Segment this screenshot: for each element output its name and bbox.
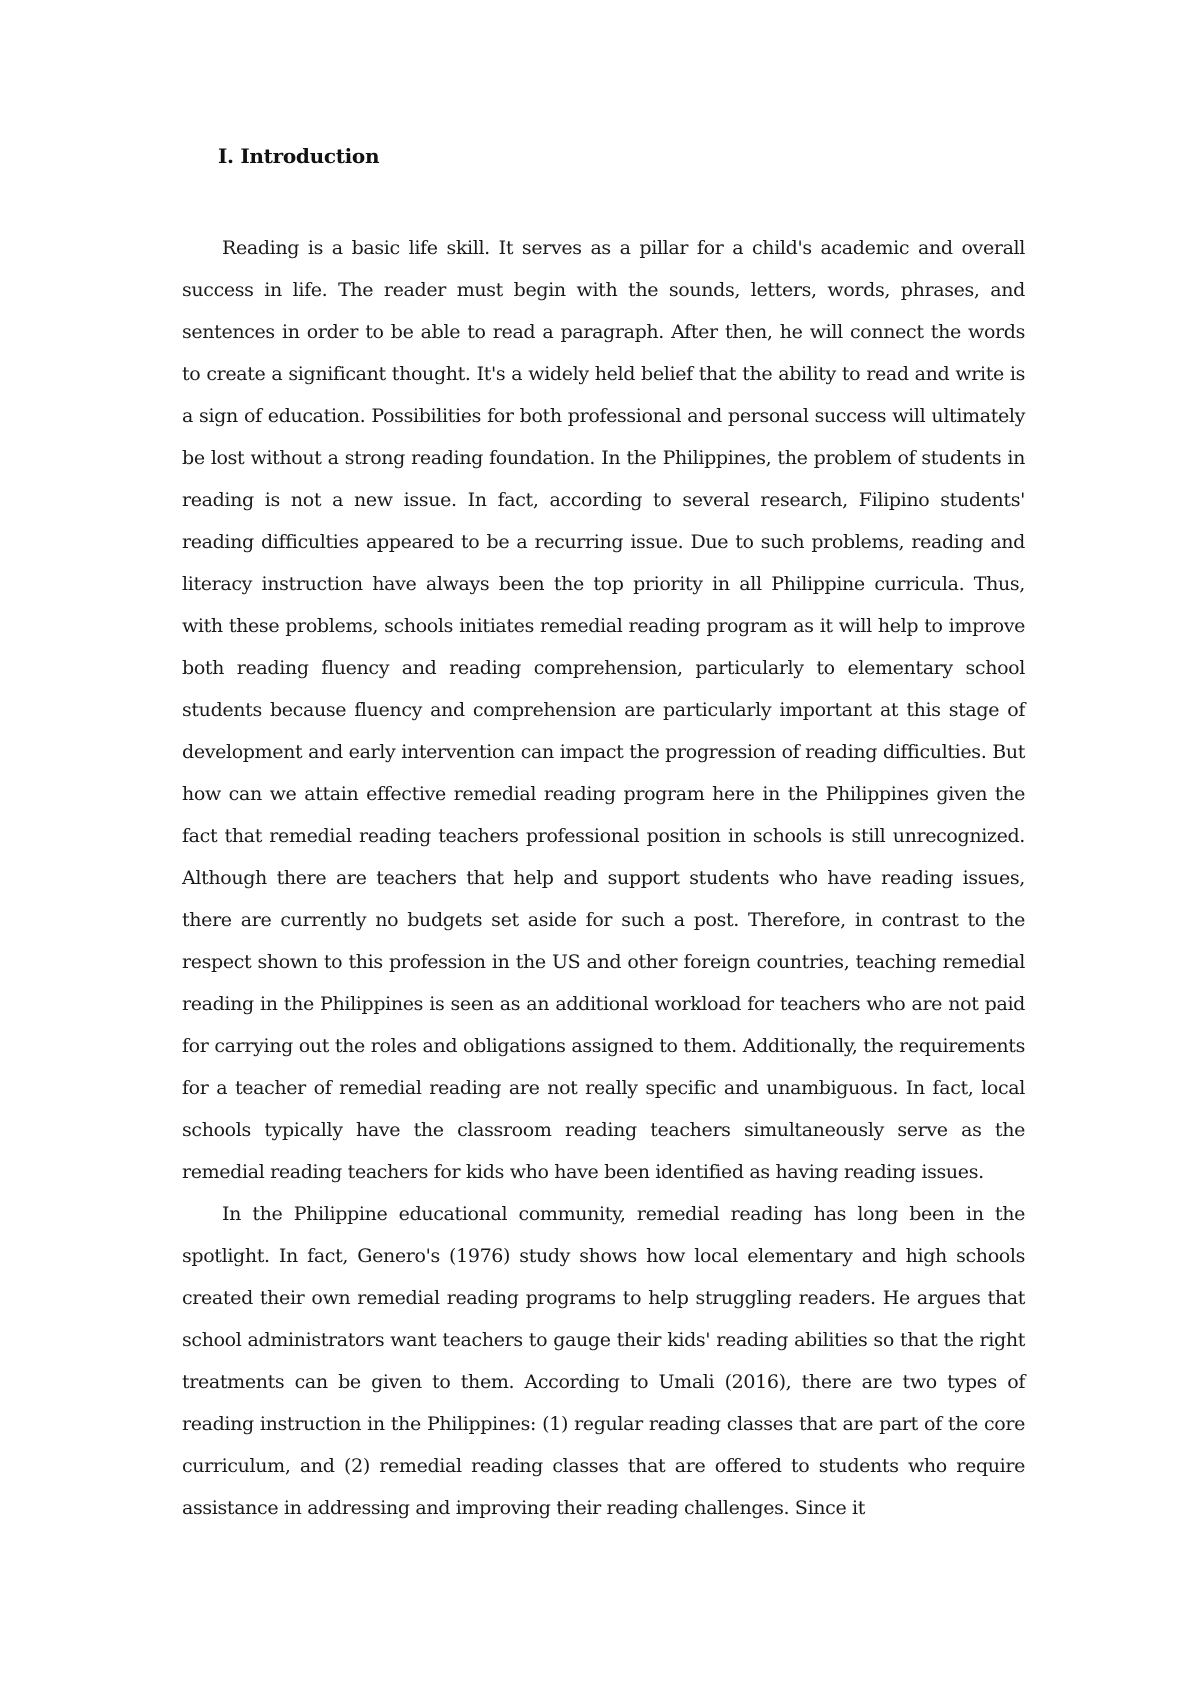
paragraph-2: In the Philippine educational community, remedial reading has long been in the spotlight. In fact, Genero's (1976) study shows how local elementary and high schools created their own remedial reading programs to help struggling readers. He argues that school administrators want teachers to gauge their kids' reading abilities so that the right treatments can be given to them. According to Umali (2016), there are two types of reading instruction in the Philippines: (1) regular reading classes that are part of the core curriculum, and (2) remedial reading classes that are offered to students who require assistance in addressing and improving their reading challenges. Since it [182, 1203, 1025, 1519]
paragraph-1: Reading is a basic life skill. It serves as a pillar for a child's academic and overall success in life. The reader must begin with the sounds, letters, words, phrases, and sentences in order to be able to read a paragraph. After then, he will connect the words to create a significant thought. It's a widely held belief that the ability to read and write is a sign of education. Possibilities for both professional and personal success will ultimately be lost without a strong reading foundation. In the Philippines, the problem of students in reading is not a new issue. In fact, according to several research, Filipino students' reading difficulties appeared to be a recurring issue. Due to such problems, reading and literacy instruction have always been the top priority in all Philippine curricula. Thus, with these problems, schools initiates remedial reading program as it will help to improve both reading fluency and reading comprehension, particularly to elementary school students because fluency and comprehension are particularly important at this stage of development and early intervention can impact the progression of reading difficulties. But how can we attain effective remedial reading program here in the Philippines given the fact that remedial reading teachers professional position in schools is still unrecognized. Although there are teachers that help and support students who have reading issues, there are currently no budgets set aside for such a post. Therefore, in contrast to the respect shown to this profession in the US and other foreign countries, teaching remedial reading in the Philippines is seen as an additional workload for teachers who are not paid for carrying out the roles and obligations assigned to them. Additionally, the requirements for a teacher of remedial reading are not really specific and unambiguous. In fact, local schools typically have the classroom reading teachers simultaneously serve as the remedial reading teachers for kids who have been identified as having reading issues. [182, 237, 1025, 1183]
section-heading: I. Introduction [218, 144, 380, 168]
body-text [182, 227, 1025, 1529]
